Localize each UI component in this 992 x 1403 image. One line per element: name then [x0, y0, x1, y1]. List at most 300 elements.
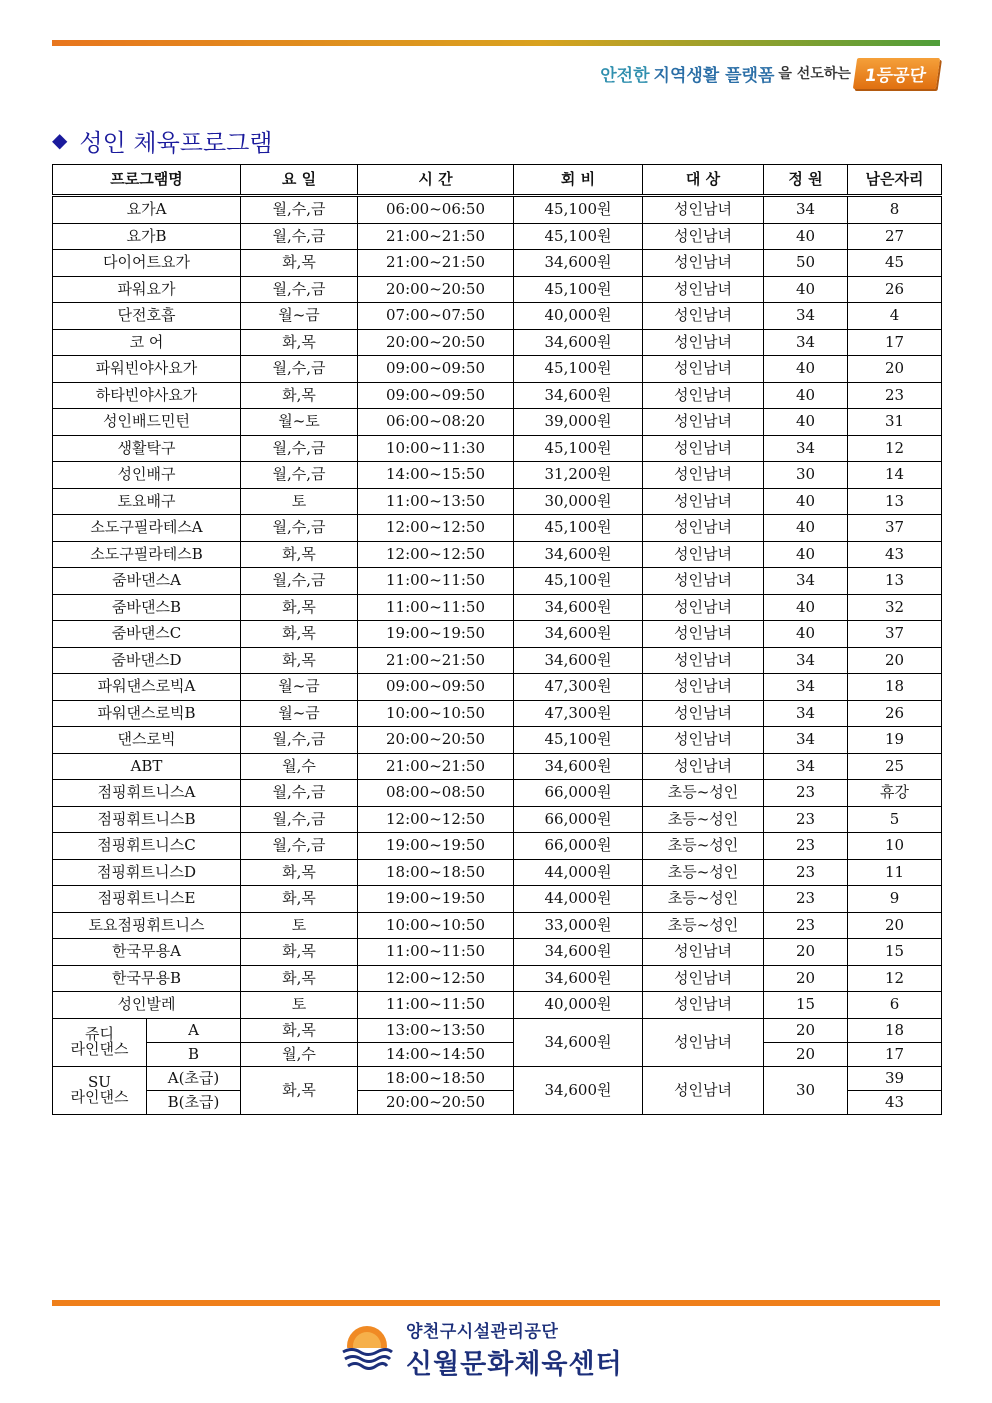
cell-fee: 45,100원 [514, 727, 643, 754]
cell-capacity: 40 [764, 223, 848, 250]
cell-fee: 34,600원 [514, 541, 643, 568]
table-row [53, 462, 942, 489]
table-row [53, 223, 942, 250]
table-row [53, 621, 942, 648]
table-row [53, 382, 942, 409]
cell-target: 초등~성인 [643, 833, 764, 860]
table-row [53, 939, 942, 966]
cell-capacity: 20 [764, 939, 848, 966]
slogan-part3: 을 선도하는 [778, 66, 851, 82]
cell-time: 21:00~21:50 [358, 753, 514, 780]
cell-program-name: ABT [53, 753, 241, 780]
cell-capacity: 34 [764, 568, 848, 595]
cell-fee: 39,000원 [514, 409, 643, 436]
group1-sub-a-capacity: 20 [764, 1018, 848, 1042]
cell-fee: 66,000원 [514, 833, 643, 860]
cell-remaining: 8 [848, 196, 942, 224]
cell-target: 성인남녀 [643, 515, 764, 542]
table-row-group1-b [53, 1042, 942, 1066]
cell-remaining: 20 [848, 356, 942, 383]
cell-target: 성인남녀 [643, 382, 764, 409]
table-row [53, 727, 942, 754]
cell-target: 성인남녀 [643, 356, 764, 383]
cell-time: 09:00~09:50 [358, 356, 514, 383]
cell-remaining: 13 [848, 488, 942, 515]
cell-days: 화,목 [241, 939, 358, 966]
cell-remaining: 43 [848, 541, 942, 568]
cell-remaining: 9 [848, 886, 942, 913]
cell-fee: 45,100원 [514, 356, 643, 383]
cell-target: 성인남녀 [643, 488, 764, 515]
cell-target: 성인남녀 [643, 223, 764, 250]
cell-remaining: 5 [848, 806, 942, 833]
cell-program-name: 생활탁구 [53, 435, 241, 462]
cell-time: 07:00~07:50 [358, 303, 514, 330]
cell-program-name: 코 어 [53, 329, 241, 356]
cell-time: 06:00~06:50 [358, 196, 514, 224]
cell-days: 월,수,금 [241, 833, 358, 860]
cell-time: 10:00~11:30 [358, 435, 514, 462]
cell-program-name: 단전호흡 [53, 303, 241, 330]
cell-target: 성인남녀 [643, 409, 764, 436]
cell-time: 12:00~12:50 [358, 965, 514, 992]
cell-remaining: 12 [848, 435, 942, 462]
group2-sub-b-time: 20:00~20:50 [358, 1090, 514, 1114]
cell-fee: 31,200원 [514, 462, 643, 489]
cell-remaining: 26 [848, 700, 942, 727]
cell-remaining: 20 [848, 647, 942, 674]
cell-capacity: 34 [764, 329, 848, 356]
cell-program-name: 파워요가 [53, 276, 241, 303]
group2-sub-a-label: A(초급) [147, 1066, 241, 1090]
cell-days: 월,수,금 [241, 780, 358, 807]
table-row [53, 992, 942, 1019]
header-time: 시 간 [358, 165, 514, 196]
cell-target: 성인남녀 [643, 435, 764, 462]
cell-days: 화,목 [241, 594, 358, 621]
cell-days: 월~금 [241, 674, 358, 701]
cell-fee: 45,100원 [514, 276, 643, 303]
footer-logo [338, 1318, 623, 1380]
cell-fee: 66,000원 [514, 780, 643, 807]
cell-target: 성인남녀 [643, 541, 764, 568]
cell-remaining: 12 [848, 965, 942, 992]
table-row [53, 833, 942, 860]
header-days: 요 일 [241, 165, 358, 196]
cell-capacity: 15 [764, 992, 848, 1019]
cell-target: 초등~성인 [643, 886, 764, 913]
table-row [53, 515, 942, 542]
cell-days: 토 [241, 992, 358, 1019]
cell-days: 월,수,금 [241, 806, 358, 833]
cell-fee: 34,600원 [514, 594, 643, 621]
header-target: 대 상 [643, 165, 764, 196]
cell-remaining: 37 [848, 515, 942, 542]
cell-program-name: 파워빈야사요가 [53, 356, 241, 383]
cell-days: 월,수,금 [241, 276, 358, 303]
slogan [600, 56, 938, 90]
cell-capacity: 23 [764, 833, 848, 860]
cell-fee: 45,100원 [514, 223, 643, 250]
cell-capacity: 34 [764, 196, 848, 224]
cell-remaining: 13 [848, 568, 942, 595]
cell-remaining: 10 [848, 833, 942, 860]
section-title-text: 성인 체육프로그램 [79, 128, 273, 157]
cell-capacity: 30 [764, 462, 848, 489]
cell-time: 11:00~11:50 [358, 594, 514, 621]
cell-remaining: 4 [848, 303, 942, 330]
cell-days: 월,수,금 [241, 727, 358, 754]
cell-days: 월~토 [241, 409, 358, 436]
cell-target: 성인남녀 [643, 621, 764, 648]
table-row [53, 196, 942, 224]
cell-capacity: 40 [764, 356, 848, 383]
cell-target: 성인남녀 [643, 992, 764, 1019]
cell-fee: 34,600원 [514, 621, 643, 648]
cell-program-name: 다이어트요가 [53, 250, 241, 277]
cell-program-name: 한국무용A [53, 939, 241, 966]
cell-time: 20:00~20:50 [358, 329, 514, 356]
cell-fee: 45,100원 [514, 196, 643, 224]
cell-fee: 44,000원 [514, 859, 643, 886]
cell-capacity: 34 [764, 435, 848, 462]
cell-time: 19:00~19:50 [358, 833, 514, 860]
cell-fee: 34,600원 [514, 382, 643, 409]
table-row [53, 276, 942, 303]
cell-program-name: 요가B [53, 223, 241, 250]
cell-time: 20:00~20:50 [358, 727, 514, 754]
table-row [53, 674, 942, 701]
cell-fee: 45,100원 [514, 435, 643, 462]
cell-time: 14:00~15:50 [358, 462, 514, 489]
cell-fee: 66,000원 [514, 806, 643, 833]
cell-remaining: 25 [848, 753, 942, 780]
table-row [53, 780, 942, 807]
cell-capacity: 23 [764, 806, 848, 833]
cell-capacity: 50 [764, 250, 848, 277]
cell-program-name: 성인배드민턴 [53, 409, 241, 436]
cell-target: 성인남녀 [643, 462, 764, 489]
table-row [53, 488, 942, 515]
cell-capacity: 23 [764, 886, 848, 913]
cell-remaining: 6 [848, 992, 942, 1019]
cell-program-name: 점핑휘트니스D [53, 859, 241, 886]
cell-days: 월,수,금 [241, 356, 358, 383]
cell-fee: 40,000원 [514, 303, 643, 330]
cell-target: 성인남녀 [643, 276, 764, 303]
cell-program-name: 성인배구 [53, 462, 241, 489]
header-capacity: 정 원 [764, 165, 848, 196]
group2-sub-a-time: 18:00~18:50 [358, 1066, 514, 1090]
cell-days: 월~금 [241, 700, 358, 727]
table-row [53, 806, 942, 833]
cell-program-name: 성인발레 [53, 992, 241, 1019]
cell-days: 월,수,금 [241, 196, 358, 224]
table-row [53, 356, 942, 383]
cell-remaining: 17 [848, 329, 942, 356]
table-row [53, 409, 942, 436]
cell-time: 12:00~12:50 [358, 515, 514, 542]
cell-remaining: 20 [848, 912, 942, 939]
group2-sub-b-remaining: 43 [848, 1090, 942, 1114]
group1-sub-b-remaining: 17 [848, 1042, 942, 1066]
diamond-bullet-icon: ◆ [52, 128, 68, 152]
cell-time: 10:00~10:50 [358, 912, 514, 939]
cell-time: 06:00~08:20 [358, 409, 514, 436]
cell-program-name: 토요점핑휘트니스 [53, 912, 241, 939]
cell-days: 화,목 [241, 329, 358, 356]
group1-sub-b-label: B [147, 1042, 241, 1066]
cell-days: 월,수 [241, 753, 358, 780]
group2-days: 화,목 [241, 1066, 358, 1114]
footer-divider-bar [52, 1300, 940, 1306]
cell-time: 11:00~11:50 [358, 992, 514, 1019]
cell-remaining: 45 [848, 250, 942, 277]
cell-target: 성인남녀 [643, 568, 764, 595]
group2-sub-a-remaining: 39 [848, 1066, 942, 1090]
cell-fee: 34,600원 [514, 647, 643, 674]
cell-capacity: 34 [764, 647, 848, 674]
cell-program-name: 소도구필라테스A [53, 515, 241, 542]
group2-fee: 34,600원 [514, 1066, 643, 1114]
cell-fee: 40,000원 [514, 992, 643, 1019]
slogan-badge: 1등공단 [853, 58, 940, 89]
table-row [53, 568, 942, 595]
cell-time: 21:00~21:50 [358, 647, 514, 674]
cell-program-name: 토요배구 [53, 488, 241, 515]
cell-program-name: 점핑휘트니스C [53, 833, 241, 860]
group1-sub-b-days: 월,수 [241, 1042, 358, 1066]
cell-program-name: 줌바댄스B [53, 594, 241, 621]
cell-target: 성인남녀 [643, 250, 764, 277]
cell-capacity: 23 [764, 859, 848, 886]
cell-days: 월,수,금 [241, 515, 358, 542]
cell-time: 12:00~12:50 [358, 541, 514, 568]
group1-sub-a-label: A [147, 1018, 241, 1042]
cell-target: 초등~성인 [643, 859, 764, 886]
table-row-group1-a [53, 1018, 942, 1042]
cell-fee: 34,600원 [514, 329, 643, 356]
cell-time: 11:00~11:50 [358, 939, 514, 966]
cell-days: 화,목 [241, 621, 358, 648]
cell-time: 19:00~19:50 [358, 621, 514, 648]
table-row [53, 886, 942, 913]
cell-capacity: 40 [764, 621, 848, 648]
table-row-group2-a [53, 1066, 942, 1090]
cell-remaining: 11 [848, 859, 942, 886]
cell-days: 화,목 [241, 886, 358, 913]
header-program-name: 프로그램명 [53, 165, 241, 196]
header-fee: 회 비 [514, 165, 643, 196]
group2-name-cell [53, 1066, 147, 1114]
cell-program-name: 줌바댄스A [53, 568, 241, 595]
cell-time: 08:00~08:50 [358, 780, 514, 807]
cell-program-name: 점핑휘트니스A [53, 780, 241, 807]
group2-target: 성인남녀 [643, 1066, 764, 1114]
cell-capacity: 34 [764, 674, 848, 701]
cell-target: 성인남녀 [643, 329, 764, 356]
table-row [53, 435, 942, 462]
slogan-part2: 지역생활 플랫폼 [653, 65, 775, 86]
group1-fee: 34,600원 [514, 1018, 643, 1066]
group1-name-line2: 라인댄스 [70, 1040, 129, 1058]
group1-sub-a-remaining: 18 [848, 1018, 942, 1042]
cell-days: 화,목 [241, 859, 358, 886]
cell-time: 21:00~21:50 [358, 223, 514, 250]
cell-days: 화,목 [241, 541, 358, 568]
cell-capacity: 34 [764, 753, 848, 780]
cell-program-name: 점핑휘트니스E [53, 886, 241, 913]
cell-target: 초등~성인 [643, 912, 764, 939]
cell-days: 화,목 [241, 965, 358, 992]
cell-time: 19:00~19:50 [358, 886, 514, 913]
group1-name-cell [53, 1018, 147, 1066]
cell-time: 20:00~20:50 [358, 276, 514, 303]
table-row [53, 329, 942, 356]
cell-fee: 33,000원 [514, 912, 643, 939]
cell-target: 초등~성인 [643, 780, 764, 807]
table-row [53, 303, 942, 330]
cell-program-name: 한국무용B [53, 965, 241, 992]
cell-remaining: 32 [848, 594, 942, 621]
cell-program-name: 소도구필라테스B [53, 541, 241, 568]
cell-days: 화,목 [241, 647, 358, 674]
cell-target: 성인남녀 [643, 939, 764, 966]
cell-remaining: 휴강 [848, 780, 942, 807]
cell-fee: 44,000원 [514, 886, 643, 913]
cell-fee: 34,600원 [514, 939, 643, 966]
group1-sub-b-time: 14:00~14:50 [358, 1042, 514, 1066]
cell-capacity: 34 [764, 700, 848, 727]
cell-capacity: 40 [764, 276, 848, 303]
cell-target: 성인남녀 [643, 594, 764, 621]
cell-fee: 30,000원 [514, 488, 643, 515]
section-title [52, 122, 273, 158]
cell-capacity: 40 [764, 541, 848, 568]
footer-center-name: 신월문화체육센터 [406, 1349, 623, 1380]
table-row [53, 965, 942, 992]
cell-days: 월~금 [241, 303, 358, 330]
cell-time: 10:00~10:50 [358, 700, 514, 727]
cell-fee: 34,600원 [514, 965, 643, 992]
cell-days: 월,수,금 [241, 568, 358, 595]
slogan-part1: 안전한 [600, 65, 650, 86]
program-schedule-table [52, 164, 942, 1115]
cell-capacity: 40 [764, 488, 848, 515]
cell-remaining: 18 [848, 674, 942, 701]
sun-wave-logo-icon [338, 1320, 396, 1378]
table-row [53, 594, 942, 621]
cell-time: 12:00~12:50 [358, 806, 514, 833]
cell-days: 토 [241, 912, 358, 939]
cell-program-name: 파워댄스로빅A [53, 674, 241, 701]
group1-sub-a-days: 화,목 [241, 1018, 358, 1042]
table-row [53, 541, 942, 568]
cell-capacity: 40 [764, 515, 848, 542]
group1-name-line1: 쥬디 [85, 1025, 114, 1043]
cell-capacity: 23 [764, 912, 848, 939]
table-row [53, 250, 942, 277]
cell-time: 18:00~18:50 [358, 859, 514, 886]
group2-name-line2: 라인댄스 [70, 1088, 129, 1106]
table-row [53, 700, 942, 727]
cell-remaining: 19 [848, 727, 942, 754]
cell-time: 09:00~09:50 [358, 382, 514, 409]
cell-target: 초등~성인 [643, 806, 764, 833]
cell-program-name: 파워댄스로빅B [53, 700, 241, 727]
cell-capacity: 34 [764, 727, 848, 754]
group1-sub-b-capacity: 20 [764, 1042, 848, 1066]
cell-target: 성인남녀 [643, 674, 764, 701]
cell-remaining: 37 [848, 621, 942, 648]
cell-target: 성인남녀 [643, 303, 764, 330]
cell-days: 화,목 [241, 250, 358, 277]
cell-capacity: 20 [764, 965, 848, 992]
cell-capacity: 34 [764, 303, 848, 330]
cell-remaining: 23 [848, 382, 942, 409]
cell-fee: 47,300원 [514, 674, 643, 701]
cell-time: 21:00~21:50 [358, 250, 514, 277]
group2-capacity: 30 [764, 1066, 848, 1114]
header-remaining: 남은자리 [848, 165, 942, 196]
table-row [53, 753, 942, 780]
cell-remaining: 15 [848, 939, 942, 966]
table-row [53, 859, 942, 886]
cell-fee: 34,600원 [514, 250, 643, 277]
cell-remaining: 31 [848, 409, 942, 436]
cell-target: 성인남녀 [643, 700, 764, 727]
cell-remaining: 26 [848, 276, 942, 303]
cell-capacity: 40 [764, 409, 848, 436]
cell-days: 토 [241, 488, 358, 515]
cell-program-name: 하타빈야사요가 [53, 382, 241, 409]
footer-org-name: 양천구시설관리공단 [406, 1322, 559, 1342]
cell-target: 성인남녀 [643, 647, 764, 674]
cell-days: 화,목 [241, 382, 358, 409]
footer-text [406, 1317, 623, 1381]
cell-fee: 47,300원 [514, 700, 643, 727]
cell-time: 09:00~09:50 [358, 674, 514, 701]
cell-time: 11:00~13:50 [358, 488, 514, 515]
cell-target: 성인남녀 [643, 753, 764, 780]
cell-program-name: 점핑휘트니스B [53, 806, 241, 833]
group2-sub-b-label: B(초급) [147, 1090, 241, 1114]
cell-program-name: 줌바댄스C [53, 621, 241, 648]
cell-program-name: 줌바댄스D [53, 647, 241, 674]
group2-name-line1: SU [88, 1073, 111, 1091]
cell-time: 11:00~11:50 [358, 568, 514, 595]
cell-target: 성인남녀 [643, 965, 764, 992]
cell-target: 성인남녀 [643, 196, 764, 224]
cell-days: 월,수,금 [241, 462, 358, 489]
group1-sub-a-time: 13:00~13:50 [358, 1018, 514, 1042]
cell-program-name: 요가A [53, 196, 241, 224]
cell-capacity: 23 [764, 780, 848, 807]
cell-remaining: 14 [848, 462, 942, 489]
table-row [53, 912, 942, 939]
cell-program-name: 댄스로빅 [53, 727, 241, 754]
cell-capacity: 40 [764, 594, 848, 621]
cell-days: 월,수,금 [241, 435, 358, 462]
cell-target: 성인남녀 [643, 727, 764, 754]
table-header-row [53, 165, 942, 196]
group1-target: 성인남녀 [643, 1018, 764, 1066]
cell-days: 월,수,금 [241, 223, 358, 250]
cell-fee: 45,100원 [514, 568, 643, 595]
cell-capacity: 40 [764, 382, 848, 409]
cell-fee: 45,100원 [514, 515, 643, 542]
cell-fee: 34,600원 [514, 753, 643, 780]
